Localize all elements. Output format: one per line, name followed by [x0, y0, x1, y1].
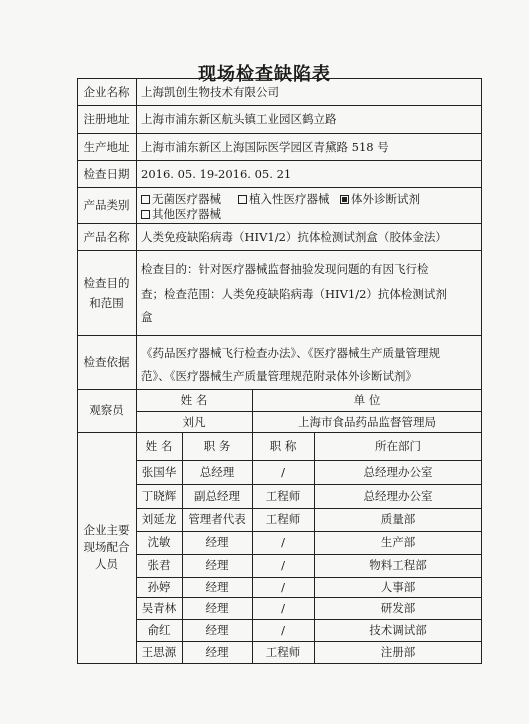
- staff-row-title: /: [281, 465, 285, 479]
- staff-row-name: 俞红: [147, 623, 171, 637]
- checkbox-icon: [141, 210, 150, 219]
- staff-row-position: 经理: [205, 580, 229, 594]
- staff-row-title: /: [281, 558, 285, 572]
- staff-label: 企业主要 现场配合 人员: [83, 523, 130, 571]
- purpose-line-3: 盒: [141, 310, 153, 324]
- purpose-line-2: 查；检查范围：人类免疫缺陷病毒（HIV1/2）抗体检测试剂: [141, 287, 447, 301]
- product-category-label: 产品类别: [83, 198, 130, 212]
- observer-label: 观察员: [89, 403, 124, 417]
- category-option-ivd[interactable]: 体外诊断试剂: [340, 191, 420, 207]
- product-name-value: 人类免疫缺陷病毒（HIV1/2）抗体检测试剂盒（胶体金法）: [141, 230, 447, 244]
- staff-row-dept: 技术调试部: [369, 623, 427, 637]
- row-divider: [136, 460, 482, 461]
- staff-position-header: 职 务: [203, 439, 231, 453]
- observer-unit-header: 单 位: [353, 393, 381, 407]
- staff-name-header: 姓 名: [145, 439, 173, 453]
- staff-row-name: 孙婷: [147, 580, 171, 594]
- row-divider: [136, 531, 482, 532]
- staff-row-title: 工程师: [265, 645, 301, 659]
- staff-row-dept: 人事部: [380, 580, 416, 594]
- staff-row-dept: 注册部: [380, 645, 416, 659]
- staff-row-title: /: [281, 580, 285, 594]
- row-divider: [77, 335, 482, 336]
- staff-row-position: 经理: [205, 645, 229, 659]
- staff-row-position: 副总经理: [194, 489, 240, 503]
- row-divider: [136, 484, 482, 485]
- row-divider: [136, 641, 482, 642]
- inspection-date-value: 2016. 05. 19-2016. 05. 21: [141, 167, 292, 181]
- row-divider: [77, 105, 482, 106]
- row-divider: [136, 411, 482, 412]
- checked-checkbox-icon: [340, 195, 349, 204]
- product-name-label: 产品名称: [83, 230, 130, 244]
- staff-row-position: 管理者代表: [188, 512, 246, 526]
- staff-row-dept: 质量部: [380, 512, 416, 526]
- basis-line-2: 范》、《医疗器械生产质量管理规范附录体外诊断试剂》: [141, 369, 417, 383]
- checkbox-icon: [238, 195, 247, 204]
- basis-label: 检查依据: [83, 355, 130, 369]
- col-divider: [136, 78, 137, 664]
- observer-name-header: 姓 名: [180, 393, 208, 407]
- staff-row-position: 经理: [205, 535, 229, 549]
- row-divider: [136, 554, 482, 555]
- row-divider: [77, 133, 482, 134]
- production-address-value: 上海市浦东新区上海国际医学园区青黛路 518 号: [141, 140, 389, 154]
- row-divider: [77, 160, 482, 161]
- staff-row-title: /: [281, 535, 285, 549]
- staff-row-position: 经理: [205, 601, 229, 615]
- basis-line-1: 《药品医疗器械飞行检查办法》、《医疗器械生产质量管理规: [141, 346, 440, 360]
- row-divider: [136, 619, 482, 620]
- category-option-other[interactable]: 其他医疗器械: [141, 206, 221, 222]
- row-divider: [77, 223, 482, 224]
- form-title: 现场检查缺陷表: [198, 64, 331, 85]
- category-option-implant[interactable]: 植入性医疗器械: [238, 191, 330, 207]
- inspection-date-label: 检查日期: [83, 167, 130, 181]
- staff-row-position: 总经理: [199, 465, 235, 479]
- staff-row-name: 丁晓辉: [141, 489, 177, 503]
- company-name-label: 企业名称: [83, 85, 130, 99]
- registered-address-label: 注册地址: [83, 112, 130, 126]
- row-divider: [136, 508, 482, 509]
- row-divider: [77, 389, 482, 390]
- staff-row-position: 经理: [205, 558, 229, 572]
- staff-row-dept: 物料工程部: [369, 558, 427, 572]
- staff-row-title: /: [281, 623, 285, 637]
- category-option-sterile[interactable]: 无菌医疗器械: [141, 191, 221, 207]
- staff-row-position: 经理: [205, 623, 229, 637]
- staff-row-dept: 总经理办公室: [363, 465, 433, 479]
- row-divider: [136, 577, 482, 578]
- observer-name: 刘凡: [182, 415, 206, 429]
- row-divider: [136, 597, 482, 598]
- row-divider: [77, 187, 482, 188]
- production-address-label: 生产地址: [83, 140, 130, 154]
- row-divider: [77, 250, 482, 251]
- company-name-value: 上海凯创生物技术有限公司: [141, 85, 279, 99]
- staff-row-name: 吴青林: [141, 601, 177, 615]
- staff-row-dept: 生产部: [380, 535, 416, 549]
- staff-row-name: 张君: [147, 558, 171, 572]
- staff-row-title: 工程师: [265, 489, 301, 503]
- registered-address-value: 上海市浦东新区航头镇工业园区鹤立路: [141, 112, 337, 126]
- staff-row-title: 工程师: [265, 512, 301, 526]
- staff-row-dept: 研发部: [380, 601, 416, 615]
- staff-row-title: /: [281, 601, 285, 615]
- purpose-scope-label: 检查目的 和范围: [83, 276, 130, 310]
- checkbox-icon: [141, 195, 150, 204]
- staff-dept-header: 所在部门: [375, 439, 421, 453]
- staff-row-dept: 总经理办公室: [363, 489, 433, 503]
- purpose-line-1: 检查目的：针对医疗器械监督抽验发现问题的有因飞行检: [141, 262, 429, 276]
- row-divider: [77, 432, 482, 433]
- staff-row-name: 沈敏: [147, 535, 171, 549]
- staff-row-name: 王思源: [141, 645, 177, 659]
- staff-title-header: 职 称: [269, 439, 297, 453]
- staff-row-name: 刘延龙: [141, 512, 177, 526]
- staff-row-name: 张国华: [141, 465, 177, 479]
- observer-unit: 上海市食品药品监督管理局: [298, 415, 436, 429]
